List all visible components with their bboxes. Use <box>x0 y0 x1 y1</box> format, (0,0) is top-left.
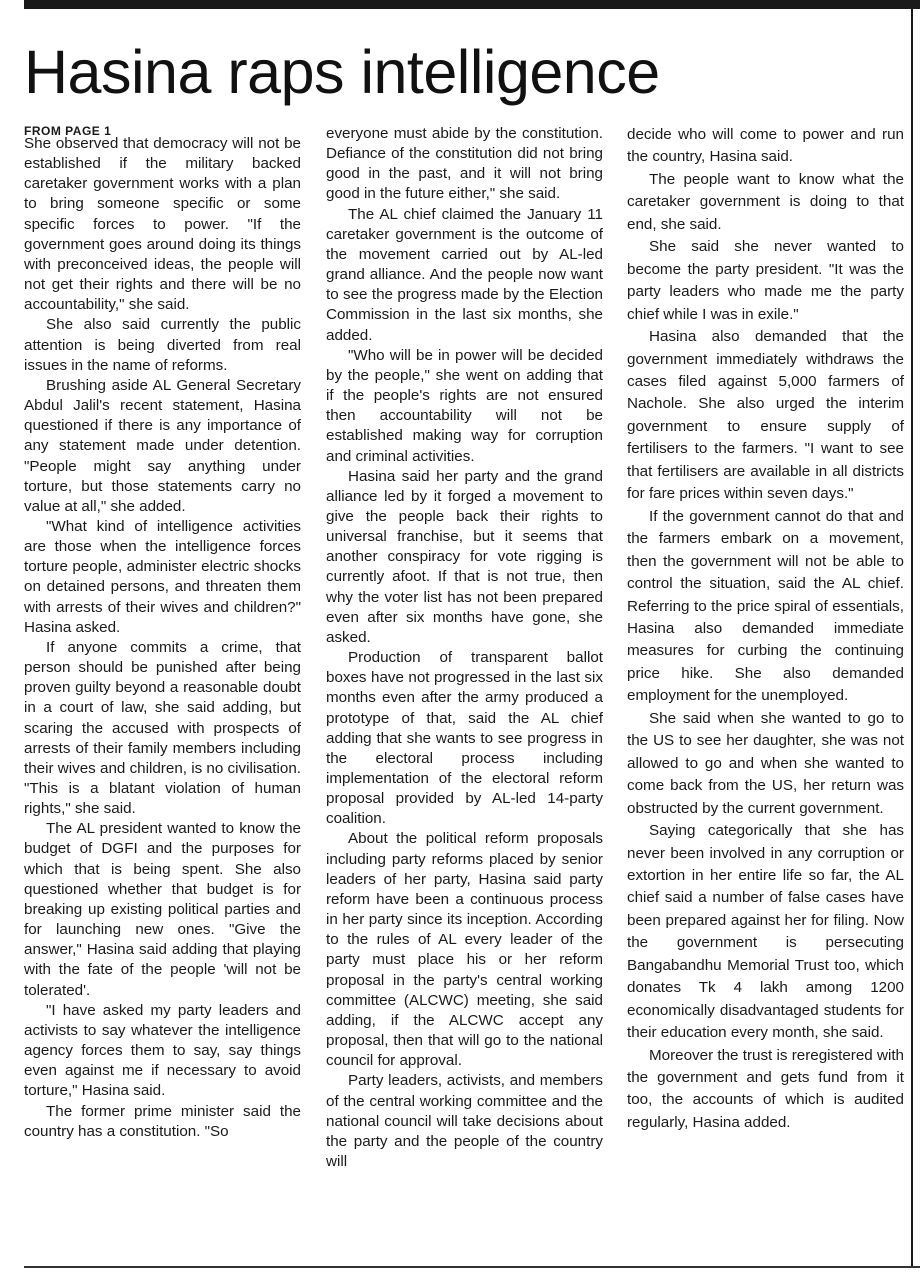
article-column-2 <box>326 124 603 1172</box>
bottom-rule <box>24 1266 920 1268</box>
paragraph: Brushing aside AL General Secretary Abdul Jalil's recent statement, Hasina questioned if there is any importance of any statement made under detention. "People might say anything under torture, but those statements carry no value at all," she added. <box>24 376 301 515</box>
paragraph: She said when she wanted to go to the US to see her daughter, she was not allowed to go and when she wanted to come back from the US, her return was obstructed by the current government. <box>627 709 904 817</box>
paragraph: The AL president wanted to know the budget of DGFI and the purposes for which that is being spent. She also questioned whether that budget is for breaking up existing political parties and for launching new ones. "Give the answer," Hasina said adding that playing with the fate of the people 'will not be tolerated'. <box>24 820 301 999</box>
paragraph: Party leaders, activists, and members of the central working committee and the national council will take decisions about the party and the people of the country will <box>326 1072 603 1170</box>
paragraph: Production of transparent ballot boxes have not progressed in the last six months even after the army produced a prototype of that, said the AL chief adding that she wants to see progress in the electoral process including implementation of the electoral reform proposal provided by AL-led 14-party coalition. <box>326 649 603 828</box>
paragraph: "What kind of intelligence activities are those when the intelligence forces torture people, administer electric shocks on detained persons, and threaten them with arrests of their wives and children?" Hasina asked. <box>24 517 301 636</box>
headline: Hasina raps intelligence <box>24 38 660 106</box>
paragraph: She said she never wanted to become the party president. "It was the party leaders who made me the party chief while I was in exile." <box>627 238 904 323</box>
paragraph: Hasina also demanded that the government immediately withdraws the cases filed against 5,000 farmers of Nachole. She also urged the interim government to ensure supply of fertilisers to the farmers. "I want to see that fertilisers are available in all districts for fare prices within seven days." <box>627 328 904 503</box>
paragraph: She also said currently the public attention is being diverted from real issues in the name of reforms. <box>24 316 301 374</box>
paragraph: About the political reform proposals including party reforms placed by senior leaders of her party, Hasina said party reform have been a continuous process in her party since its inception. According to the rules of AL every leader of the party must place his or her reform proposal in the party's central working committee (ALCWC) meeting, she said adding, if the ALCWC accept any proposal, then that will go to the national council for approval. <box>326 830 603 1070</box>
paragraph: The former prime minister said the country has a constitution. "So <box>24 1102 301 1140</box>
right-rule <box>911 9 913 1267</box>
paragraph: "Who will be in power will be decided by the people," she went on adding that if the people's rights are not ensured then accountability will not be established making way for corruption and criminal activities. <box>326 346 603 465</box>
paragraph: Hasina said her party and the grand alliance led by it forged a movement to give the people back their rights to universal franchise, but it seems that another conspiracy for vote rigging is currently afoot. If that is not true, then why the voter list has not been prepared even after six months have gone, she asked. <box>326 467 603 646</box>
paragraph: decide who will come to power and run the country, Hasina said. <box>627 126 904 166</box>
paragraph: "I have asked my party leaders and activists to say whatever the intelligence agency forces them to say, say things even against me if necessary to avoid torture," Hasina said. <box>24 1001 301 1100</box>
paragraph: The people want to know what the caretaker government is doing to that end, she said. <box>627 170 904 233</box>
paragraph: She observed that democracy will not be established if the military backed caretaker government works with a plan to bring someone specific or some specific forces to power. "If the government goes around doing its things with preconceived ideas, the people will not get their rights and there will be no accountability," she said. <box>24 135 301 314</box>
paragraph: The AL chief claimed the January 11 caretaker government is the outcome of the movement carried out by AL-led grand alliance. And the people now want to see the progress made by the Election Commission in the last six months, she added. <box>326 205 603 344</box>
article-column-1 <box>24 124 301 1142</box>
article-column-3 <box>627 124 904 1134</box>
paragraph: Saying categorically that she has never been involved in any corruption or extortion in her entire life so far, the AL chief said a number of false cases have been prepared against her for filing. Now the government is persecuting Bangabandhu Memorial Trust too, which donates Tk 4 lakh among 1200 economically disadvantaged students for their education every month, she said. <box>627 822 904 1042</box>
paragraph: Moreover the trust is reregistered with the government and gets fund from it too, the accounts of which is audited regularly, Hasina added. <box>627 1046 904 1131</box>
kicker-from-page-1: FROM PAGE 1 <box>24 124 112 138</box>
paragraph: If anyone commits a crime, that person should be punished after being proven guilty beyond a reasonable doubt in a court of law, she said adding, but scaring the accused with prospects of arrests of their family members including their wives and children, is no civilisation. "This is a blatant violation of human rights," she said. <box>24 638 301 818</box>
top-rule <box>24 0 920 9</box>
paragraph: everyone must abide by the constitution. Defiance of the constitution did not bring good in the past, and it will not bring good in the future either," she said. <box>326 125 603 203</box>
paragraph: If the government cannot do that and the farmers embark on a movement, then the government will not be able to control the situation, said the AL chief. Referring to the price spiral of essentials, Hasina also demanded immediate measures for curbing the continuing price hike. She also demanded employment for the unemployed. <box>627 507 904 705</box>
